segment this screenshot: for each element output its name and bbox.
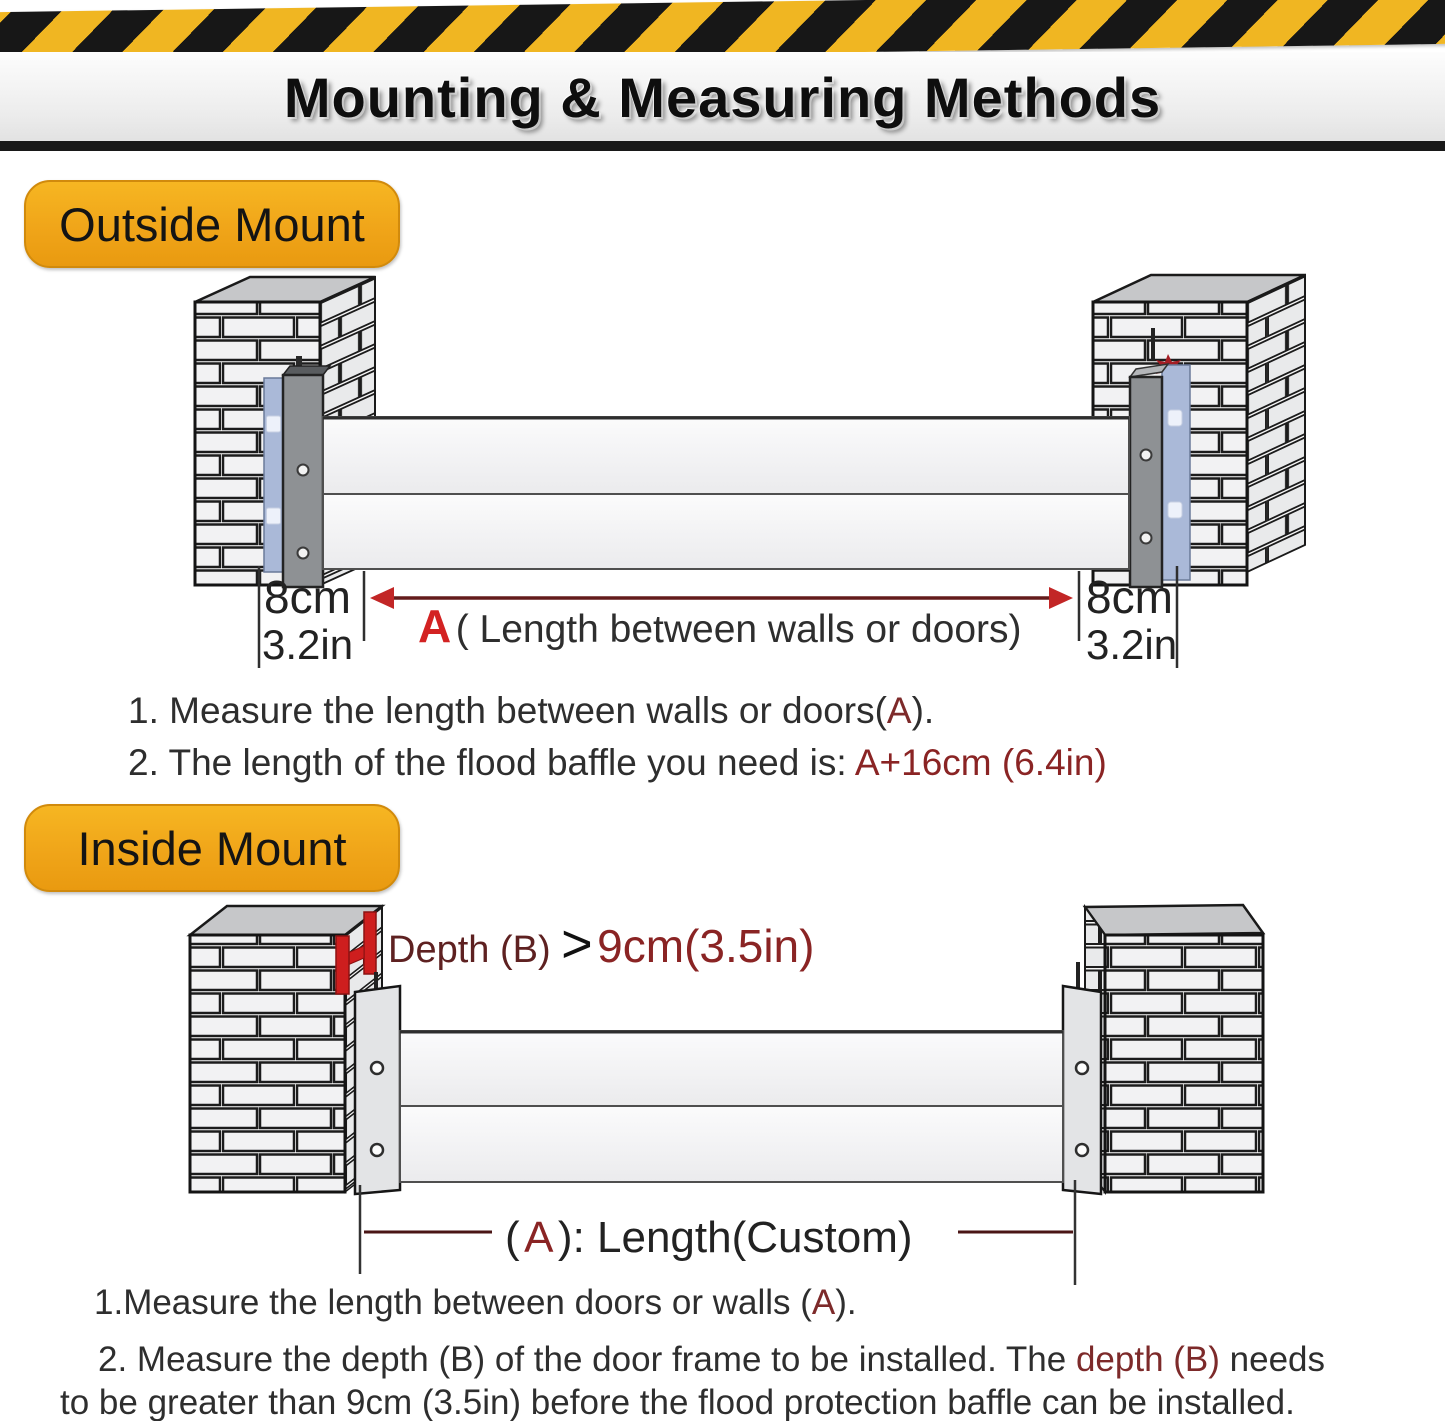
greater-than-sign: > [561,914,593,974]
seal-strip [1162,365,1190,580]
screw-hole [1141,533,1152,544]
right-offset-cm: 8cm [1086,571,1173,623]
outside-barrier-panels [323,417,1129,569]
anchor-rod [1076,962,1080,988]
pillar-top-face [1085,905,1263,935]
outside-step-1 [128,690,934,732]
inside-step-1-em: A [811,1283,836,1322]
inside-step-3-text: to be greater than 9cm (3.5in) before the flood protection baffle can be installed. [60,1383,1295,1421]
seal-strip-mark [267,416,281,432]
length-arrow-head-right [1049,587,1073,609]
anchor-rod [1151,328,1155,360]
seal-strip [264,378,283,572]
outside-measurements [259,566,1177,668]
outside-step-2 [128,742,1107,784]
channel-bar-top [283,366,330,375]
pillar-front-face [1105,935,1263,1192]
left-offset-cm: 8cm [264,571,351,623]
screw-hole [371,1144,383,1156]
depth-label-value: 9cm(3.5in) [597,920,815,972]
screw-hole [1076,1062,1088,1074]
span-label [418,600,1022,652]
length-label [505,1213,913,1262]
inside-mount-badge [24,804,400,892]
seal-strip-mark [1168,502,1182,518]
length-label-a: A [524,1213,554,1262]
title-underline-bar [0,141,1445,151]
inside-step-2-em: depth (B) [1075,1340,1220,1379]
depth-indicator-front-bar [336,936,349,994]
title-band [0,52,1445,142]
seal-strip-mark [267,508,281,524]
inside-step-2-tail: needs [1219,1340,1326,1379]
length-label-pre: ( [505,1213,520,1262]
length-arrow-head-left [370,587,394,609]
screw-hole [1141,450,1152,461]
inside-step-3 [60,1383,1295,1421]
barrier-panel-bottom [400,1106,1063,1182]
inside-left-pillar [190,906,382,1192]
pillar-front-face [190,935,345,1192]
outside-mount-diagram [0,270,1445,670]
inside-step-1 [94,1283,857,1323]
inside-barrier-panels [400,1031,1063,1182]
depth-indicator-back-bar [364,912,376,974]
screw-hole [298,465,309,476]
outside-step-1-em: A [886,690,912,731]
depth-label [388,914,814,974]
outside-step-2-text: 2. The length of the flood baffle you need is: [128,742,855,783]
channel-plate [355,986,400,1194]
depth-label-pre: Depth (B) [388,929,562,971]
span-label-rest: ( Length between walls or doors) [455,608,1022,651]
pillar-side-face [1247,275,1305,572]
inside-step-2 [98,1340,1325,1380]
barrier-panel-top [400,1031,1063,1106]
inside-step-1-text: 1.Measure the length between doors or walls ( [94,1283,812,1322]
inside-length-measurement [360,1180,1075,1285]
outside-step-1-tail: ). [911,690,935,731]
inside-step-1-tail: ). [835,1283,857,1322]
inside-right-pillar [1085,905,1263,1192]
barrier-panel-bottom [323,494,1129,569]
outside-left-channel [264,356,330,587]
inside-step-2-text: 2. Measure the depth (B) of the door frame to be installed. The [98,1340,1076,1379]
outside-mount-badge-label: Outside Mount [59,197,365,251]
barrier-panel-top [323,417,1129,494]
page-title: Mounting & Measuring Methods [283,65,1162,129]
channel-plate [1063,986,1101,1194]
outside-mount-badge [24,180,400,268]
outside-step-2-em: A+16cm (6.4in) [854,742,1107,783]
channel-bar [1130,377,1162,587]
left-offset-in: 3.2in [262,621,354,668]
screw-hole [1076,1144,1088,1156]
right-offset-in: 3.2in [1086,621,1178,668]
screw-hole [371,1062,383,1074]
seal-strip-mark [1168,410,1182,426]
span-label-a: A [418,600,452,652]
outside-step-1-text: 1. Measure the length between walls or doors( [128,690,887,731]
inside-mount-diagram [0,900,1445,1300]
screw-hole [298,548,309,559]
length-label-rest: ): Length(Custom) [557,1213,913,1262]
inside-left-channel-plate [355,986,400,1194]
inside-mount-badge-label: Inside Mount [77,821,347,875]
inside-right-channel-plate [1063,986,1101,1194]
